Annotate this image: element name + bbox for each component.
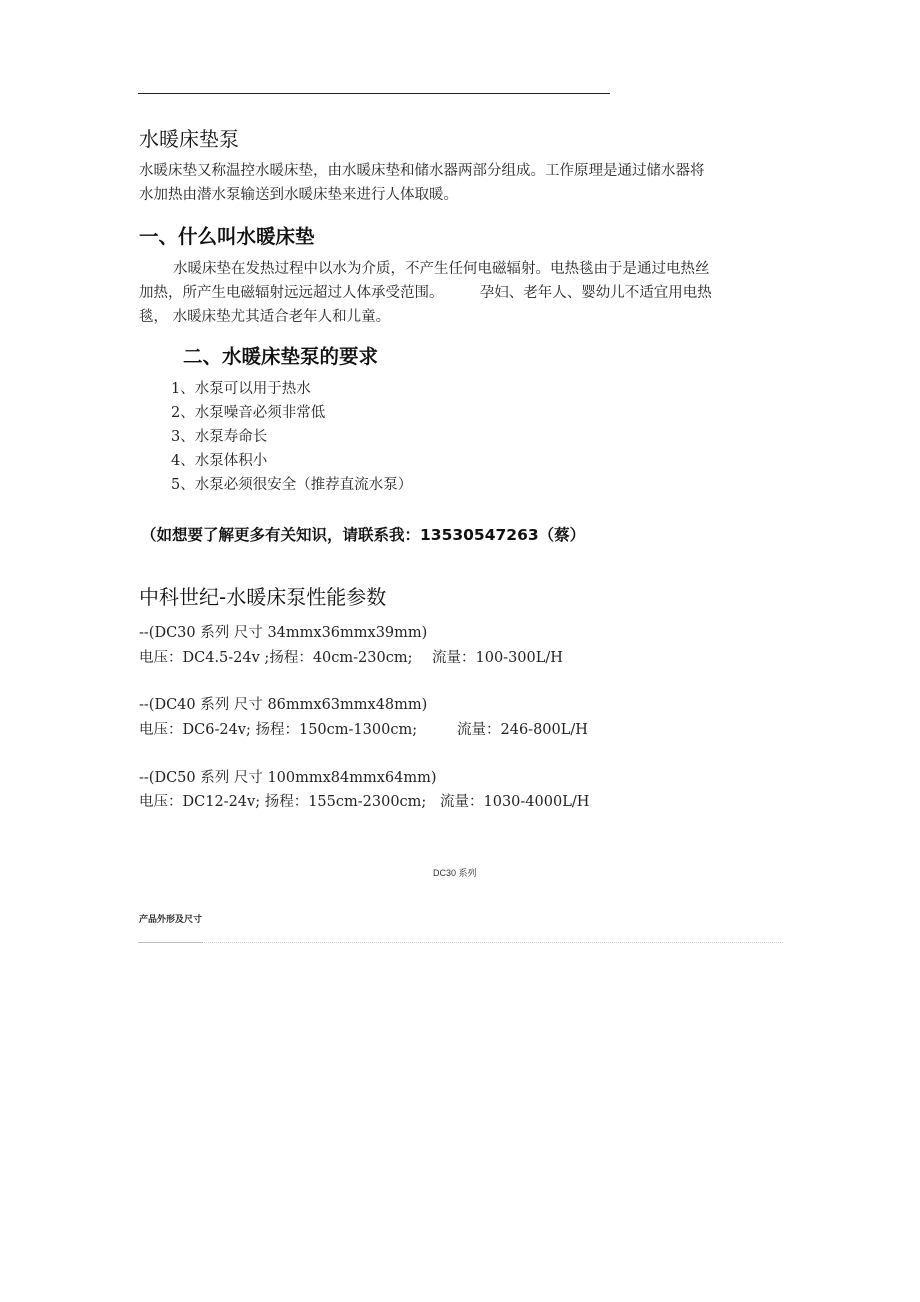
- model-flow: 流量：1030-4000L/H: [440, 794, 590, 810]
- model-voltage-head: 电压：DC6-24v; 扬程：150cm-1300cm;: [139, 722, 418, 738]
- list-item: 4、水泵体积小: [171, 453, 268, 469]
- paragraph-line: 毯， 水暖床垫尤其适合老年人和儿童。: [139, 309, 391, 325]
- model-series: --(DC40 系列 尺寸 86mmx63mmx48mm): [139, 697, 428, 713]
- list-item: 1、水泵可以用于热水: [171, 381, 311, 397]
- figure-subcaption: 产品外形及尺寸: [139, 915, 203, 925]
- model-flow: 流量：100-300L/H: [432, 650, 563, 666]
- model-voltage-head: 电压：DC4.5-24v ;扬程：40cm-230cm;: [139, 650, 413, 666]
- model-flow: 流量：246-800L/H: [457, 722, 588, 738]
- separator-dotted: [138, 942, 783, 943]
- model-series: --(DC30 系列 尺寸 34mmx36mmx39mm): [139, 625, 428, 641]
- section-heading-what-is: 一、什么叫水暖床垫: [139, 225, 315, 248]
- section1-paragraph: [139, 257, 712, 329]
- requirements-list: [171, 377, 412, 497]
- specs-heading: 中科世纪-水暖床泵性能参数: [139, 585, 387, 609]
- model-series: --(DC50 系列 尺寸 100mmx84mmx64mm): [139, 770, 437, 786]
- intro-line: 水暖床垫又称温控水暖床垫，由水暖床垫和储水器两部分组成。工作原理是通过储水器将: [139, 163, 705, 179]
- intro-line: 水加热由潜水泵输送到水暖床垫来进行人体取暖。: [139, 187, 458, 203]
- list-item: 2、水泵噪音必须非常低: [171, 405, 326, 421]
- figure-caption: DC30 系列: [433, 868, 477, 878]
- intro-paragraph: [139, 159, 705, 207]
- page-title: 水暖床垫泵: [139, 127, 239, 151]
- list-item: 5、水泵必须很安全（推荐直流水泵）: [171, 477, 413, 493]
- paragraph-line: 水暖床垫在发热过程中以水为介质，不产生任何电磁辐射。电热毯由于是通过电热丝: [173, 261, 710, 277]
- section-heading-requirements: 二、水暖床垫泵的要求: [183, 345, 379, 368]
- contact-note: （如想要了解更多有关知识，请联系我：13530547263（蔡）: [141, 526, 586, 544]
- model-voltage-head: 电压：DC12-24v; 扬程：155cm-2300cm;: [139, 794, 427, 810]
- list-item: 3、水泵寿命长: [171, 429, 268, 445]
- header-rule: [138, 93, 610, 94]
- paragraph-line: 加热，所产生电磁辐射远远超过人体承受范围。 孕妇、老年人、婴幼儿不适宜用电热: [139, 285, 712, 301]
- separator-segment: [138, 942, 203, 943]
